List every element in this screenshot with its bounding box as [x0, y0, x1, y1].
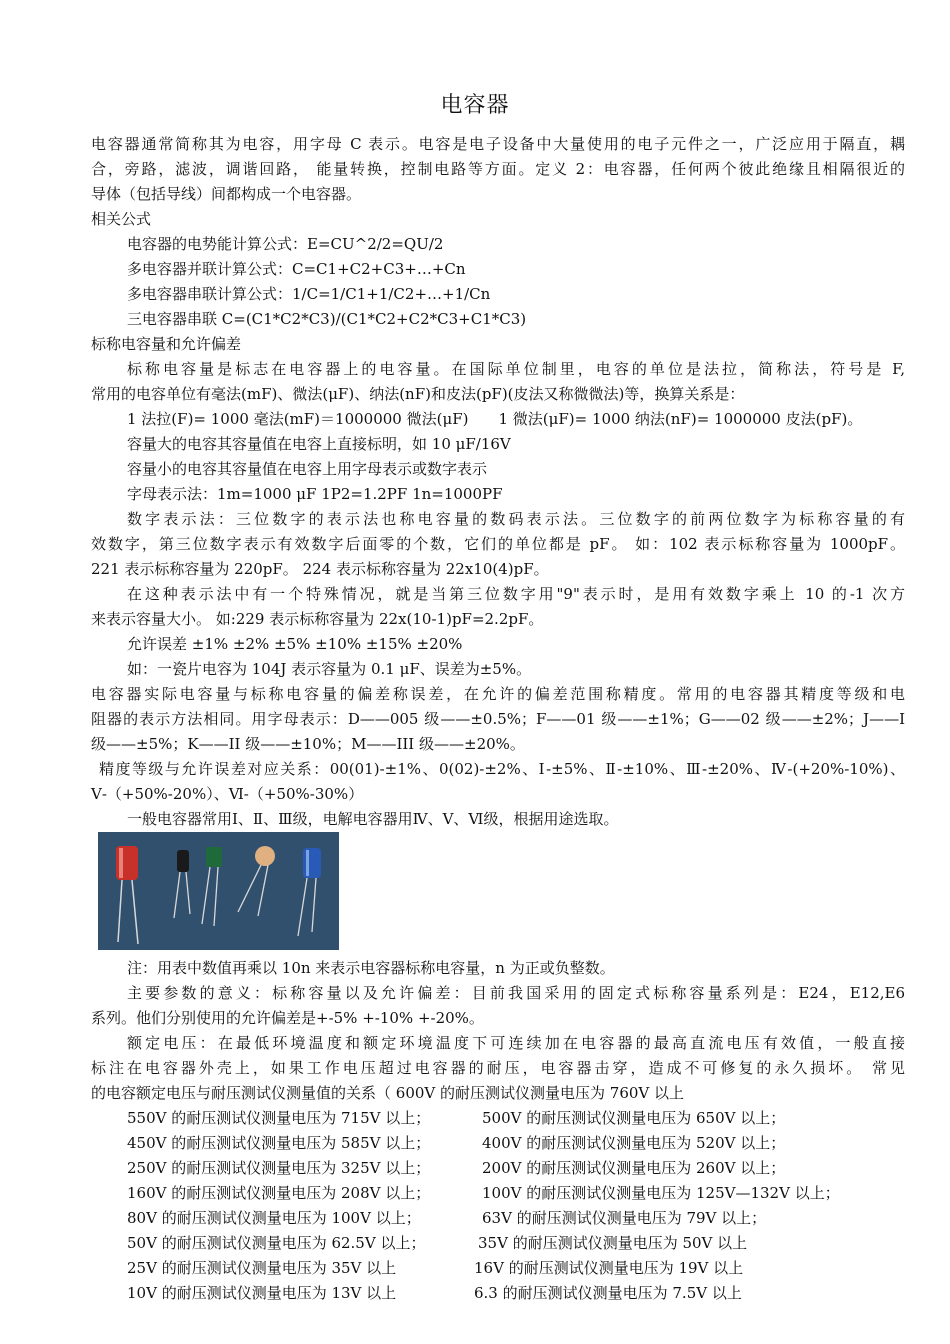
voltage-row-right: 35V 的耐压测试仪测量电压为 50V 以上 — [478, 1234, 748, 1252]
body-line: 主要参数的意义：标称容量以及允许偏差：目前我国采用的固定式标称容量系列是：E24，E12,E6 — [127, 984, 905, 1002]
intro-line: 合，旁路，滤波，调谐回路， 能量转换，控制电路等方面。定义 2：电容器，任何两个彼此绝缘且相隔很近的 — [91, 160, 905, 178]
green-capacitor-icon — [206, 847, 222, 867]
voltage-row-right: 400V 的耐压测试仪测量电压为 520V 以上； — [482, 1134, 786, 1152]
voltage-row-right: 6.3 的耐压测试仪测量电压为 7.5V 以上 — [474, 1284, 742, 1302]
voltage-row-left: 250V 的耐压测试仪测量电压为 325V 以上； — [127, 1159, 431, 1177]
body-line: 标注在电容器外壳上，如果工作电压超过电容器的耐压，电容器击穿，造成不可修复的永久损坏。 常见 — [91, 1059, 905, 1077]
body-line: 额定电压：在最低环境温度和额定环境温度下可连续加在电容器的最高直流电压有效值，一般直接 — [127, 1034, 905, 1052]
body-line: 的电容额定电压与耐压测试仪测量值的关系（ 600V 的耐压测试仪测量电压为 760V 以上 — [91, 1084, 685, 1102]
body-line: 221 表示标称容量为 220pF。 224 表示标称容量为 22x10(4)pF。 — [91, 560, 549, 578]
section-heading: 标称电容量和允许偏差 — [91, 335, 242, 353]
body-line: 容量小的电容其容量值在电容上用字母表示或数字表示 — [127, 460, 488, 478]
body-line: 注：用表中数值再乘以 10n 来表示电容器标称电容量，n 为正或负整数。 — [127, 959, 615, 977]
voltage-row-right: 500V 的耐压测试仪测量电压为 650V 以上； — [482, 1109, 786, 1127]
body-line: 阻器的表示方法相同。用字母表示：D——005 级——±0.5%；F——01 级——±1%；G——02 级——±2%；J——I — [91, 710, 905, 728]
voltage-row-left: 450V 的耐压测试仪测量电压为 585V 以上； — [127, 1134, 431, 1152]
body-line: 一般电容器常用Ⅰ、Ⅱ、Ⅲ级，电解电容器用Ⅳ、Ⅴ、Ⅵ级，根据用途选取。 — [127, 810, 619, 828]
voltage-row-left: 80V 的耐压测试仪测量电压为 100V 以上； — [127, 1209, 421, 1227]
body-line: 系列。他们分别使用的允许偏差是+-5% +-10% +-20%。 — [91, 1009, 484, 1027]
voltage-row-left: 550V 的耐压测试仪测量电压为 715V 以上； — [127, 1109, 431, 1127]
page-title: 电容器 — [440, 93, 510, 118]
formula-line: 多电容器串联计算公式：1/C=1/C1+1/C2+…+1/Cn — [127, 285, 491, 303]
voltage-row-right: 200V 的耐压测试仪测量电压为 260V 以上； — [482, 1159, 786, 1177]
body-line: 精度等级与允许误差对应关系：00(01)-±1%、0(02)-±2%、Ⅰ-±5%、Ⅱ-±10%、Ⅲ-±20%、Ⅳ-(+20%-10%)、 — [99, 760, 905, 778]
body-line: 常用的电容单位有毫法(mF)、微法(μF)、纳法(nF)和皮法(pF)(皮法又称微微法)等，换算关系是： — [91, 385, 745, 403]
formula-line: 三电容器串联 C=(C1*C2*C3)/(C1*C2+C2*C3+C1*C3) — [127, 310, 527, 328]
voltage-row-right: 16V 的耐压测试仪测量电压为 19V 以上 — [474, 1259, 744, 1277]
body-line: 允许误差 ±1% ±2% ±5% ±10% ±15% ±20% — [127, 635, 463, 653]
body-line: 来表示容量大小。 如:229 表示标称容量为 22x(10-1)pF=2.2pF。 — [91, 610, 544, 628]
voltage-row-left: 50V 的耐压测试仪测量电压为 62.5V 以上； — [127, 1234, 426, 1252]
body-line: 数字表示法：三位数字的表示法也称电容量的数码表示法。三位数字的前两位数字为标称容量的有 — [127, 510, 905, 528]
voltage-row-right: 63V 的耐压测试仪测量电压为 79V 以上； — [482, 1209, 767, 1227]
body-line: 如：一瓷片电容为 104J 表示容量为 0.1 μF、误差为±5%。 — [127, 660, 532, 678]
capacitors-photo — [98, 832, 339, 950]
body-line: 标称电容量是标志在电容器上的电容量。在国际单位制里，电容的单位是法拉，简称法，符号是 F, — [127, 360, 905, 378]
intro-line: 电容器通常简称其为电容，用字母 C 表示。电容是电子设备中大量使用的电子元件之一，广泛应用于隔直，耦 — [91, 135, 905, 153]
formula-line: 多电容器并联计算公式：C=C1+C2+C3+…+Cn — [127, 260, 466, 278]
body-line: 容量大的电容其容量值在电容上直接标明，如 10 μF/16V — [127, 435, 511, 453]
body-line: Ⅴ-（+50%-20%）、Ⅵ-（+50%-30%） — [91, 785, 364, 803]
body-line: 字母表示法：1m=1000 μF 1P2=1.2PF 1n=1000PF — [127, 485, 503, 503]
body-line: 1 法拉(F)= 1000 毫法(mF)＝1000000 微法(μF) 1 微法(μF)= 1000 纳法(nF)= 1000000 皮法(pF)。 — [127, 410, 863, 428]
voltage-row-left: 160V 的耐压测试仪测量电压为 208V 以上； — [127, 1184, 431, 1202]
body-line: 在这种表示法中有一个特殊情况，就是当第三位数字用"9"表示时，是用有效数字乘上 10 的-1 次方 — [127, 585, 905, 603]
ceramic-capacitor-icon — [255, 846, 275, 866]
voltage-row-left: 10V 的耐压测试仪测量电压为 13V 以上 — [127, 1284, 397, 1302]
formula-line: 电容器的电势能计算公式：E=CU^2/2=QU/2 — [127, 235, 444, 253]
body-line: 级——±5%；K——II 级——±10%；M——III 级——±20%。 — [91, 735, 525, 753]
voltage-row-right: 100V 的耐压测试仪测量电压为 125V—132V 以上； — [482, 1184, 840, 1202]
capacitors-illustration — [98, 832, 339, 950]
intro-line: 导体（包括导线）间都构成一个电容器。 — [91, 185, 362, 203]
body-line: 电容器实际电容量与标称电容量的偏差称误差，在允许的偏差范围称精度。常用的电容器其精度等级和电 — [91, 685, 905, 703]
section-heading: 相关公式 — [91, 210, 152, 228]
blue-capacitor-icon — [303, 848, 321, 878]
black-capacitor-icon — [177, 850, 189, 872]
voltage-row-left: 25V 的耐压测试仪测量电压为 35V 以上 — [127, 1259, 397, 1277]
body-line: 效数字，第三位数字表示有效数字后面零的个数，它们的单位都是 pF。 如：102 表示标称容量为 1000pF。 — [91, 535, 905, 553]
